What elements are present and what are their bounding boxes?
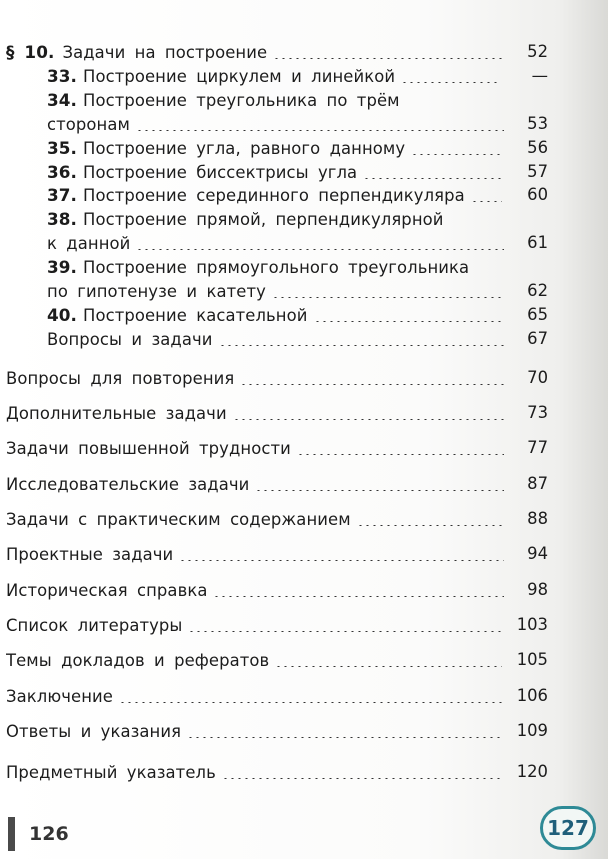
toc-entry: [47, 279, 510, 303]
toc-entry: [6, 613, 508, 637]
item-number: 33.: [47, 66, 78, 86]
right-page-badge: [540, 806, 596, 850]
dot-leader: [233, 419, 504, 420]
dot-leader: [187, 737, 502, 738]
item-number: 37.: [47, 185, 78, 205]
entry-title: Построение касательной: [83, 305, 308, 325]
dot-leader: [273, 58, 504, 59]
entry-title: Ответы и указания: [6, 721, 182, 741]
toc-entry: [47, 183, 508, 207]
toc-entry: [47, 64, 505, 88]
footer-left: [0, 814, 69, 854]
entry-title: Вопросы и задачи: [47, 329, 213, 349]
dot-leader: [255, 490, 504, 491]
entry-title: Список литературы: [6, 615, 183, 635]
entry-title: сторонам: [47, 114, 130, 134]
page-number: 73: [527, 403, 548, 422]
entry-title: Задачи повышенной трудности: [6, 438, 291, 458]
dot-leader: [363, 178, 504, 179]
entry-title: Построение угла, равного данному: [83, 138, 406, 158]
entry-title: Исследовательские задачи: [6, 474, 250, 494]
entry-title: Историческая справка: [6, 580, 208, 600]
toc-entry: [6, 436, 510, 460]
toc-entry: [6, 507, 510, 531]
section-number: § 10.: [6, 42, 55, 62]
entry-title: Задачи на построение: [62, 42, 268, 62]
item-number: 34.: [47, 90, 78, 110]
item-number: 36.: [47, 162, 78, 182]
page-number: 88: [527, 509, 548, 528]
toc-entry: [47, 160, 510, 184]
toc-entry: [6, 40, 510, 64]
page-number: 120: [516, 762, 548, 781]
entry-title: Построение прямой, перпендикулярной: [83, 209, 444, 229]
page-number: 77: [527, 438, 548, 457]
entry-title: Дополнительные задачи: [6, 403, 227, 423]
item-number: 38.: [47, 209, 78, 229]
toc-entry: [47, 136, 510, 160]
entry-title: Предметный указатель: [6, 762, 216, 782]
toc-entry: [6, 578, 510, 602]
dot-leader: [136, 130, 504, 131]
entry-title: Заключение: [6, 686, 113, 706]
entry-title: Построение прямоугольного треугольника: [83, 257, 470, 277]
page-number: 60: [527, 185, 548, 204]
dot-leader: [222, 778, 502, 779]
entry-title: Построение треугольника по трём: [83, 90, 400, 110]
toc-entry: [6, 542, 510, 566]
entry-title: Построение серединного перпендикуляра: [83, 185, 465, 205]
dot-leader: [179, 560, 504, 561]
page-number: 106: [516, 686, 548, 705]
right-page-number: 127: [547, 816, 589, 840]
dot-leader: [188, 631, 502, 632]
page-number: 56: [527, 138, 548, 157]
toc-entry: [47, 327, 510, 351]
toc-entry: [6, 648, 508, 672]
dot-leader: [136, 249, 504, 250]
dot-leader: [275, 666, 502, 667]
page-number: —: [531, 66, 548, 85]
toc-entry: [47, 112, 510, 136]
dot-leader: [219, 345, 504, 346]
entry-title: Задачи с практическим содержанием: [6, 509, 351, 529]
entry-title: по гипотенузе и катету: [47, 281, 266, 301]
dot-leader: [314, 321, 505, 322]
page-number: 103: [516, 615, 548, 634]
page-number: 57: [527, 162, 548, 181]
entry-title: Построение циркулем и линейкой: [83, 66, 396, 86]
entry-title: к данной: [47, 233, 131, 253]
page-number: 62: [527, 281, 548, 300]
toc-entry: [6, 719, 508, 743]
dot-leader: [401, 82, 499, 83]
page-number: 65: [527, 305, 548, 324]
entry-title: Построение биссектрисы угла: [83, 162, 358, 182]
footer-bar: [8, 817, 15, 851]
page-number: 61: [527, 233, 548, 252]
page-number: 70: [527, 368, 548, 387]
toc-entry: [6, 760, 508, 784]
entry-title: Темы докладов и рефератов: [6, 650, 270, 670]
page-number: 53: [527, 114, 548, 133]
toc-entry: [47, 88, 507, 112]
page-number: 67: [527, 329, 548, 348]
toc-entry: [6, 472, 510, 496]
item-number: 35.: [47, 138, 78, 158]
dot-leader: [357, 525, 504, 526]
page-number: 98: [527, 580, 548, 599]
dot-leader: [297, 454, 504, 455]
toc-entry: [6, 401, 510, 425]
dot-leader: [119, 702, 502, 703]
item-number: 40.: [47, 305, 78, 325]
item-number: 39.: [47, 257, 78, 277]
dot-leader: [240, 384, 504, 385]
toc-entry: [47, 303, 510, 327]
entry-title: Вопросы для повторения: [6, 368, 235, 388]
page-number: 94: [527, 544, 548, 563]
dot-leader: [213, 596, 504, 597]
entry-title: Проектные задачи: [6, 544, 174, 564]
dot-leader: [272, 297, 504, 298]
toc-entry: [47, 255, 507, 279]
toc-entry: [6, 684, 508, 708]
left-page-number: 126: [29, 823, 69, 845]
page-number: 105: [516, 650, 548, 669]
page-number: 109: [516, 721, 548, 740]
toc-entry: [47, 207, 507, 231]
toc-entry: [47, 231, 510, 255]
page-number: 87: [527, 474, 548, 493]
page-number: 52: [527, 42, 548, 61]
toc-entry: [6, 366, 510, 390]
